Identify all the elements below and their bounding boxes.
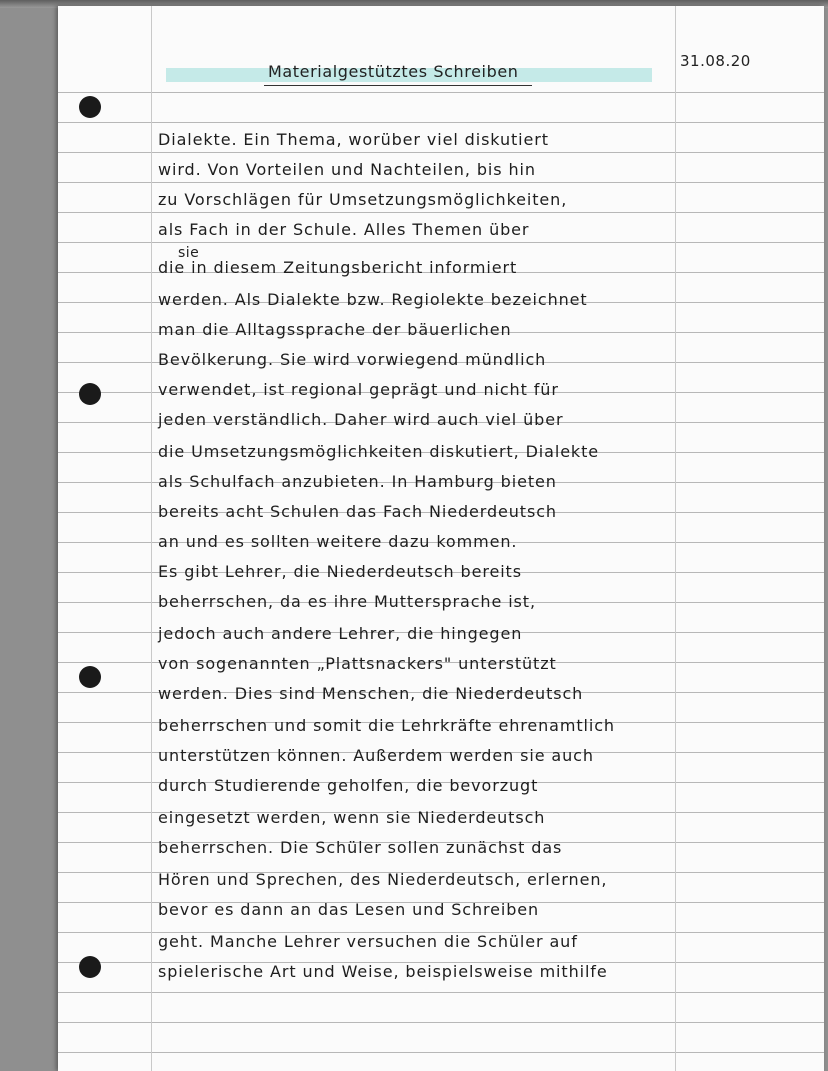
text-line: zu Vorschlägen für Umsetzungsmöglichkeiten, <box>158 190 568 209</box>
date: 31.08.20 <box>680 52 751 70</box>
title-underline <box>264 85 532 86</box>
left-margin-line <box>151 6 152 1071</box>
text-line: unterstützen können. Außerdem werden sie auch <box>158 746 594 765</box>
ruled-line <box>58 182 824 183</box>
text-line: werden. Als Dialekte bzw. Regiolekte bezeichnet <box>158 290 588 309</box>
text-line: als Schulfach anzubieten. In Hamburg bieten <box>158 472 557 491</box>
text-line: jedoch auch andere Lehrer, die hingegen <box>158 624 523 643</box>
punch-hole <box>79 666 101 688</box>
text-line: man die Alltagssprache der bäuerlichen <box>158 320 512 339</box>
right-margin-line <box>675 6 676 1071</box>
ruled-line <box>58 1022 824 1023</box>
text-line: beherrschen, da es ihre Muttersprache ist, <box>158 592 536 611</box>
ruled-line <box>58 152 824 153</box>
text-line: beherrschen. Die Schüler sollen zunächst das <box>158 838 563 857</box>
text-line: Dialekte. Ein Thema, worüber viel diskutiert <box>158 130 549 149</box>
text-line: die in diesem Zeitungsbericht informiert <box>158 258 518 277</box>
text-line: beherrschen und somit die Lehrkräfte ehrenamtlich <box>158 716 615 735</box>
text-line: Es gibt Lehrer, die Niederdeutsch bereits <box>158 562 522 581</box>
text-line: verwendet, ist regional geprägt und nicht für <box>158 380 559 399</box>
text-line: wird. Von Vorteilen und Nachteilen, bis hin <box>158 160 536 179</box>
text-line: werden. Dies sind Menschen, die Niederdeutsch <box>158 684 584 703</box>
text-line: eingesetzt werden, wenn sie Niederdeutsch <box>158 808 546 827</box>
notebook-page <box>58 6 824 1071</box>
ruled-line <box>58 92 824 93</box>
text-line: Hören und Sprechen, des Niederdeutsch, erlernen, <box>158 870 608 889</box>
ruled-line <box>58 992 824 993</box>
ruled-line <box>58 122 824 123</box>
ruled-line <box>58 1052 824 1053</box>
text-line: bereits acht Schulen das Fach Niederdeutsch <box>158 502 557 521</box>
ruled-line <box>58 242 824 243</box>
text-line: durch Studierende geholfen, die bevorzugt <box>158 776 539 795</box>
text-line: geht. Manche Lehrer versuchen die Schüler auf <box>158 932 578 951</box>
text-line: bevor es dann an das Lesen und Schreiben <box>158 900 540 919</box>
text-line: von sogenannten „Plattsnackers" unterstützt <box>158 654 557 673</box>
punch-hole <box>79 383 101 405</box>
text-line: als Fach in der Schule. Alles Themen über <box>158 220 530 239</box>
text-line: spielerische Art und Weise, beispielsweise mithilfe <box>158 962 608 981</box>
punch-hole <box>79 956 101 978</box>
text-line: an und es sollten weitere dazu kommen. <box>158 532 518 551</box>
page-title: Materialgestütztes Schreiben <box>268 62 519 81</box>
ruled-line <box>58 212 824 213</box>
inserted-word: sie <box>178 245 200 261</box>
text-line: die Umsetzungsmöglichkeiten diskutiert, Dialekte <box>158 442 600 461</box>
punch-hole <box>79 96 101 118</box>
text-line: jeden verständlich. Daher wird auch viel über <box>158 410 564 429</box>
text-line: Bevölkerung. Sie wird vorwiegend mündlich <box>158 350 547 369</box>
